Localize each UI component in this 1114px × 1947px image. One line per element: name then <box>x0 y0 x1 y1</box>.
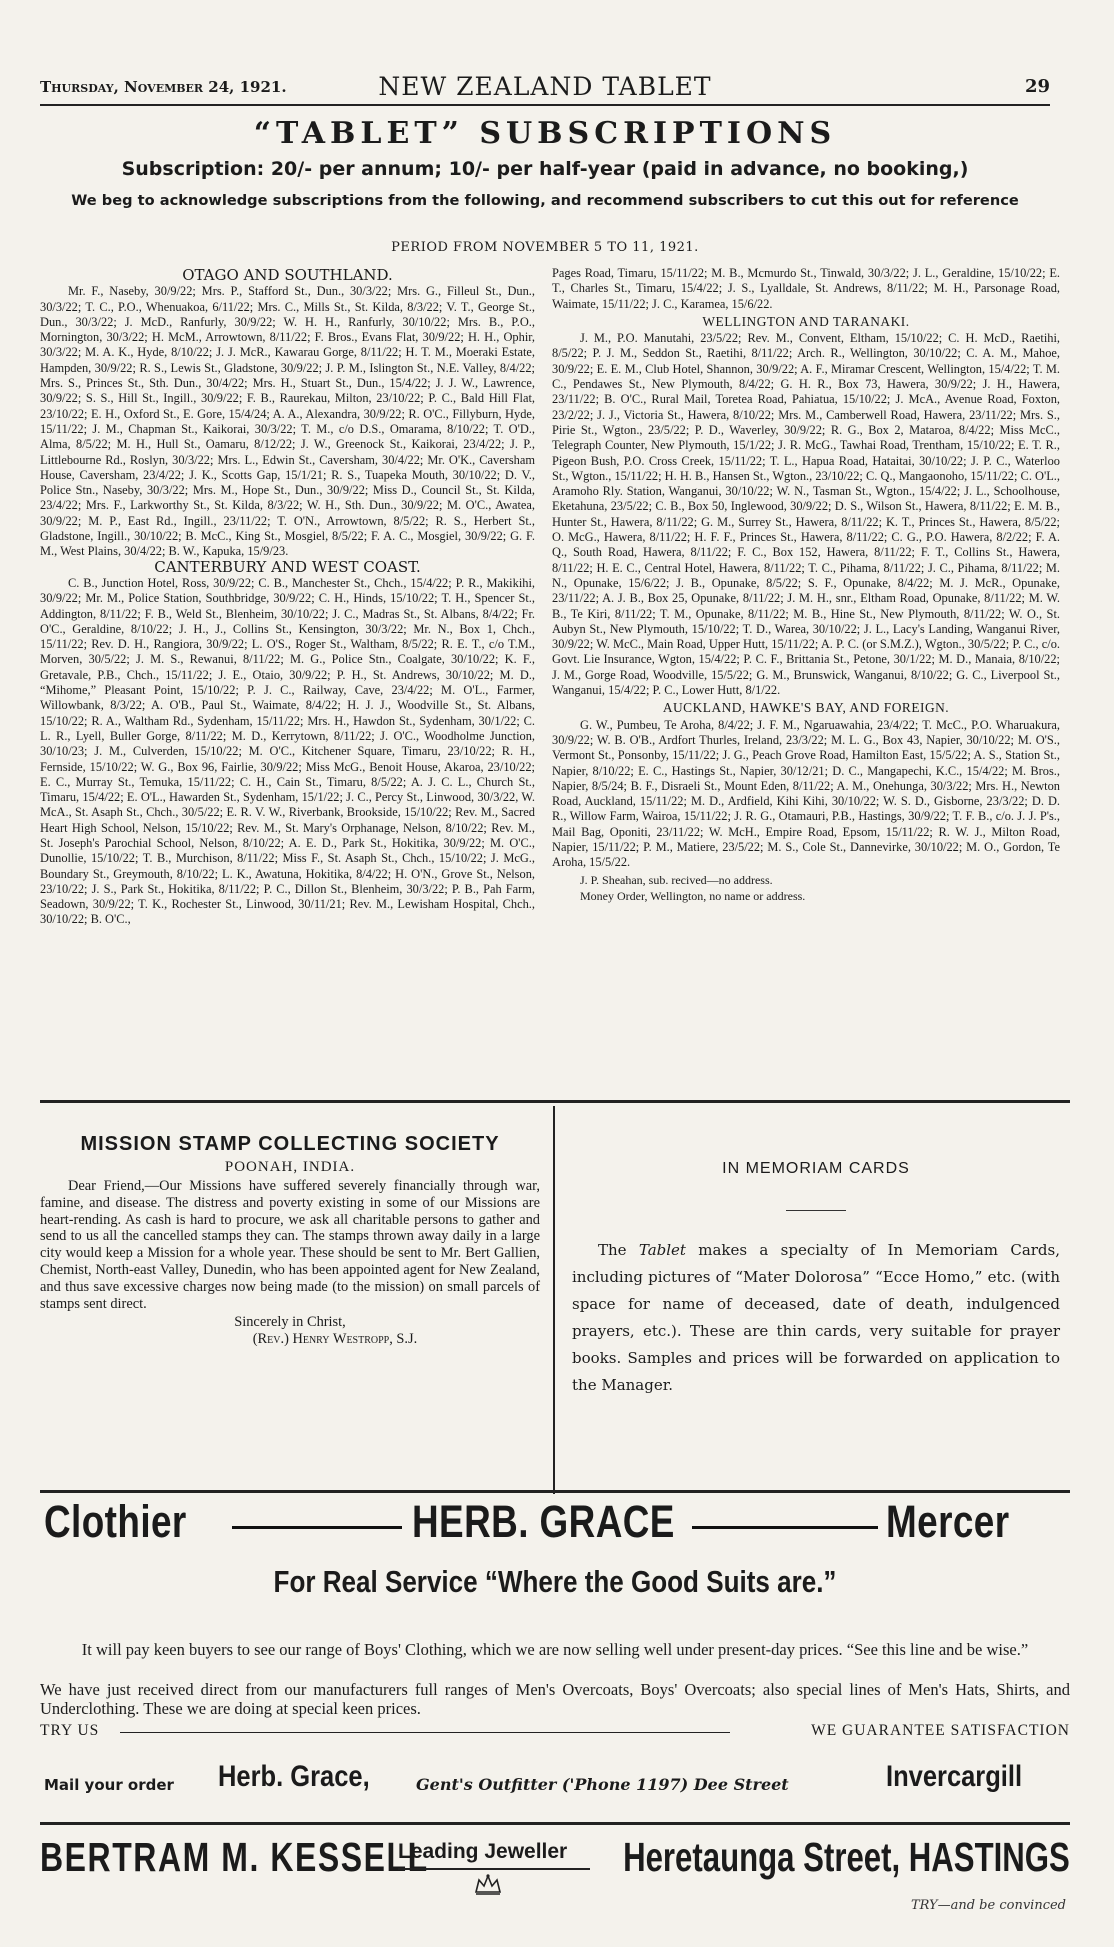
try-us-rule <box>120 1732 730 1733</box>
mail-order-line <box>40 1754 1070 1800</box>
period-line: PERIOD FROM NOVEMBER 5 TO 11, 1921. <box>391 240 699 255</box>
ad-divider-bottom <box>40 1822 1070 1825</box>
ad-paragraph-boys: It will pay keen buyers to see our range of Boys' Clothing, which we are now selling well under present-day prices. “See this line and be wise.” <box>81 1640 1029 1659</box>
publication-title: NEW ZEALAND TABLET <box>378 72 712 101</box>
auckland-list: G. W., Pumbeu, Te Aroha, 8/4/22; J. F. M., Ngaruawahia, 23/4/22; T. McC., P.O. Wharuakura, 30/9/22; W. B. O'B., Ardfort Thurles, Ireland, 23/3/22; M. L. G., Box 43, Napier, 30/10/22; M. O'S., Vermont St., Ponsonby, 15/11/22; J. G., Peach Grove Road, Hamilton East, 15/5/22; A. S., Station St., Napier, 8/10/22; E. C., Hastings St., Napier, 30/12/21; D. C., Mangapechi, K.C., 15/4/22; M. Bros., Napier, 8/5/24; B. F., Disraeli St., Mount Eden, 8/11/22; A. M., Onehunga, 30/3/22; Mrs. H., Newton Road, Auckland, 15/11/22; M. D., Ardfield, Kihi Kihi, 30/10/22; W. S. D., Gisborne, 23/3/22; D. D. R., Willow Farm, Wairoa, 15/11/22; J. R. G., Otamauri, P.B., Hastings, 30/9/22; T. F. B., c/o. J. J. P's., Mail Bag, Oponiti, 23/11/22; W. McH., Empire Road, Epsom, 15/11/22; R. W. J., Milton Road, Napier, 15/11/22; P. M., Matiere, 23/5/22; M. S., Cole St., Dannevirke, 30/10/22; M. O., Gordon, Te Aroha, 15/5/22. <box>552 717 1060 870</box>
jeweller-address: Heretaunga Street, HASTINGS <box>623 1834 1070 1880</box>
otago-list: Mr. F., Naseby, 30/9/22; Mrs. P., Stafford St., Dun., 30/3/22; Mrs. G., Filleul St., Dun., 30/3/22; T. C., P.O., Whenuakoa, 6/11/22; Mrs. C., Mills St., St. Kilda, 8/3/22; V. T., George St., Dun., 30/3/22; J. McD., Ranfurly, 30/9/22; W. H. H., Ranfurly, 30/10/22; Mrs. B., P.O., Mornington, 30/3/22; H. McM., Arrowtown, 8/11/22; F. Bros., Evans Flat, 30/9/22; H. H., Ophir, 30/3/22; M. A. K., Hyde, 8/10/22; J. J. McR., Kawarau Gorge, 8/11/22; H. T. M., Moeraki Estate, Hampden, 30/9/22; R. S., Lewis St., Gladstone, 30/9/22; J. P. M., Islington St., N.E. Valley, 8/4/22; Mrs. S., Princes St., Sth. Dun., 30/4/22; Mrs. H., Stuart St., Dun., 15/4/22; J. J. W., Lawrence, 30/9/22; S. S., Hill St., Ingill., 30/9/22; F. B., Raurekau, Milton, 23/10/22; P. C., Bald Hill Flat, 23/10/22; E. H., Oxford St., E. Gore, 15/4/24; A. A., Alexandra, 30/9/22; R. O'C., Fillyburn, Hyde, 15/11/22; J. M., Chapman St., Kaikorai, 30/3/22; T. M., c/o D.S., Omarama, 8/10/22; T. O'D., Alma, 8/5/22; M. H., Hull St., Oamaru, 8/12/22; J. W., Greenock St., Kaikorai, 23/4/22; J. P., Littlebourne Rd., Roslyn, 30/3/22; Mrs. L., Edwin St., Caversham, 30/4/22; Mr. O'K., Caversham House, Caversham, 23/4/22; J. K., Scotts Gap, 15/1/21; R. S., Tuapeka Mouth, 30/10/22; D. V., Police Stn., Naseby, 30/3/22; Mrs. M., Hope St., Dun., 30/9/22; Miss D., Council St., St. Kilda, 23/4/22; Mrs. F., Larkworthy St., St. Kilda, 8/3/22; W. H., Sth. Dun., 30/9/22; M. O'C., Awatea, 30/9/22; M. P., East Rd., Ingill., 23/11/22; T. O'N., Arrowtown, 8/5/22; R. S., Herbert St., Gladstone, Ingill., 30/10/22; B. McC., King St., Mosgiel, 8/5/22; F. A. C., Mosgiel, 30/9/22; G. F. M., West Plains, 30/4/22; B. W., Kapuka, 15/9/23. <box>40 284 535 559</box>
try-us-line <box>40 1722 1070 1744</box>
memoriam-title: IN MEMORIAM CARDS <box>722 1160 910 1177</box>
ad-paragraph-overcoats: We have just received direct from our manufacturers full ranges of Men's Overcoats, Boys' Overcoats; also special lines of Men's Hats, Shirts, and Underclothing. These we are doing at special keen prices. <box>40 1680 1070 1718</box>
page-number: 29 <box>1024 76 1050 97</box>
headline-dash-left <box>232 1526 402 1529</box>
headline-dash-right <box>692 1526 878 1529</box>
memoriam-body-lead: The <box>598 1241 639 1259</box>
canterbury-continued: Pages Road, Timaru, 15/11/22; M. B., Mcmurdo St., Tinwald, 30/3/22; J. L., Geraldine, 15/10/22; E. T., Charles St., Timaru, 15/4/22; J. S., Lyalldale, St. Andrews, 8/11/22; M. H., Parsonage Road, Waimate, 15/11/22; J. C., Karamea, 15/6/22. <box>552 266 1060 311</box>
canterbury-list: C. B., Junction Hotel, Ross, 30/9/22; C. B., Manchester St., Chch., 15/4/22; P. R., Makikihi, 30/9/22; Mr. M., Police Station, Southbridge, 30/9/22; C. H., Hinds, 15/10/22; T. H., Spencer St., Addington, 8/11/22; F. B., Weld St., Blenheim, 30/10/22; J. C., Madras St., St. Albans, 8/4/22; Fr. O'C., Geraldine, 8/10/22; J. H., J., Collins St., Kensington, 30/3/22; Mr. N., Box 1, Chch., 15/11/22; Rev. D. H., Rangiora, 30/9/22; L. O'S., Roger St., Waltham, 8/5/22; R. E. T., c/o T.M., Morven, 30/5/22; J. M. S., Rewanui, 8/11/22; M. G., Police Stn., Coalgate, 30/10/22; K. F., Gretavale, P.B., Chch., 15/11/22; J. E., Otaio, 30/9/22; P. H., St. Andrews, 30/10/22; M. D., “Mihome,” Pleasant Point, 15/10/22; P. J. C., Railway, Cave, 23/4/22; M. O'L., Farmer, Willowbank, 8/3/22; A. O'B., Paul St., Waimate, 8/4/22; H. J. J., Woodville St., St. Albans, 15/10/22; R. A., Waltham Rd., Sydenham, 15/11/22; Mrs. H., Hawdon St., Sydenham, 30/1/22; C. L. R., Lyell, Buller Gorge, 8/11/22; M. D., Kerrytown, 8/11/22; J. O'C., Woodholme Junction, 30/10/23; J. M., Culverden, 15/10/22; M. O'C., Kitchener Square, Timaru, 23/10/22; R. H., Fernside, 15/10/22; W. G., Box 96, Fairlie, 30/9/22; Miss McG., Benoit House, Akaroa, 23/10/22; E. C., Murray St., Temuka, 15/11/22; C. H., Cain St., Timaru, 8/5/22; A. J. C. L., Church St., Timaru, 15/4/22; E. O'L., Hawarden St., Sydenham, 15/1/22; J. C., Percy St., Linwood, 30/3/22, W. McA., St. Asaph St., Chch., 30/5/22; E. R. V. W., Riverbank, Brookside, 15/10/22; Rev. M., Sacred Heart High School, Nelson, 15/10/22; Rev. M., St. Mary's Orphanage, Nelson, 8/10/22; Rev. M., St. Joseph's Parochial School, Nelson, 8/10/22; A. E. D., Park St., Hokitika, 30/9/22; M. O'C., Dunollie, 15/10/22; T. B., Murchison, 8/11/22; Miss F., St. Asaph St., Chch., 15/10/22; J. McG., Boundary St., Greymouth, 8/10/22; L. K., Awatuna, Hokitika, 8/4/22; H. O'N., Grove St., Nelson, 23/10/22; J. S., Park St., Hokitika, 8/11/22; P. C., Dillon St., Blenheim, 30/3/22; P. B., Pah Farm, Seadown, 30/9/22; T. K., Rochester St., Linwood, 30/11/21; Rev. M., Lewisham Hospital, Chch., 30/10/22; B. O'C., <box>40 575 535 927</box>
ad-slogan: For Real Service “Where the Good Suits are.” <box>273 1564 837 1599</box>
subscriptions-right-column <box>552 266 1060 903</box>
subscription-rates: Subscription: 20/- per annum; 10/- per half-year (paid in advance, no booking,) <box>121 158 969 180</box>
herb-grace-name: HERB. GRACE <box>412 1496 675 1547</box>
memoriam-body-rest: makes a specialty of In Memoriam Cards, including pictures of “Mater Dolorosa” “Ecce Homo,” etc. (with space for name of deceased, date of death, indulgenced prayers, etc.). These are thin cards, very suitable for prayer books. Samples and prices will be forwarded on application to the Manager. <box>572 1241 1060 1394</box>
mission-location: POONAH, INDIA. <box>224 1159 356 1175</box>
mission-title: MISSION STAMP COLLECTING SOCIETY <box>80 1133 500 1155</box>
page-header <box>40 70 1050 106</box>
jeweller-footer: TRY—and be convinced <box>910 1898 1066 1913</box>
town-name: Invercargill <box>886 1760 1023 1793</box>
mission-signature: (Rev.) Henry Westropp, S.J. <box>252 1331 418 1348</box>
outfitter-details: Gent's Outfitter ('Phone 1197) Dee Street <box>416 1775 789 1794</box>
section-divider <box>40 1100 1070 1103</box>
subscription-note: We beg to acknowledge subscriptions from the following, and recommend subscribers to cut this out for reference <box>71 192 1019 209</box>
guarantee-label: WE GUARANTEE SATISFACTION <box>811 1722 1070 1739</box>
issue-date: Thursday, November 24, 1921. <box>40 78 287 96</box>
subscriptions-left-column <box>40 268 535 928</box>
mail-order-label: Mail your order <box>44 1776 174 1794</box>
note-money-order: Money Order, Wellington, no name or address. <box>580 888 806 903</box>
ad-headline <box>40 1496 1070 1552</box>
wellington-list: J. M., P.O. Manutahi, 23/5/22; Rev. M., Convent, Eltham, 15/10/22; C. H. McD., Raetihi, 8/5/22; P. J. M., Seddon St., Raetihi, 8/11/22; Arch. R., Wellington, 30/10/22; C. A. M., Mahoe, 30/9/22; E. E. M., Club Hotel, Shannon, 30/9/22; A. F., Miramar Crescent, Wellington, 15/4/22; T. M. C., Pendawes St., New Plymouth, 8/4/22; G. H. R., Box 73, Hawera, 30/9/22; J. H., Hawera, 23/11/22; B. O'C., Rural Mail, Toretea Road, Pahiatua, 15/10/22; J. McA., Avenue Road, Foxton, 23/2/22; J. J., Victoria St., Hawera, 8/10/22; Mrs. M., Camberwell Road, Hawera, 23/11/22; Mrs. S., Pirie St., Wgton., 23/5/22; P. D., Waverley, 30/9/22; R. G., Box 2, Mataroa, 8/4/22; Miss McC., Telegraph Counter, New Plymouth, 15/1/22; J. R. McG., Tawhai Road, Trentham, 15/10/22; E. T. R., Pigeon Bush, P.O. Cross Creek, 15/11/22; T. L., Hapua Road, Hataitai, 30/10/22; J. P. C., Waterloo St., Wgton., 15/11/22; H. H. B., Hansen St., Wgton., 23/10/22; C. Q., Mangaonoho, 15/11/22; C. O'L., Aramoho Rly. Station, Wanganui, 30/10/22; W. N., Tasman St., Wgton., 15/4/22; J. L., Schoolhouse, Eketahuna, 23/5/22; C. B., Box 50, Inglewood, 30/9/22; D. S., Wilson St., Hawera, 8/11/22; E. M. B., Hunter St., Hawera, 8/11/22; G. M., Surrey St., Hawera, 8/11/22; K. T., Princes St., Hawera, 8/5/22; O. McG., Hawera, 8/11/22; H. F. F., Princes St., Hawera, 8/11/22; C. G., P.O. Hawera, 8/2/22; F. A. Q., South Road, Hawera, 8/11/22; F. C., Box 152, Hawera, 8/11/22; F. T., Collins St., Hawera, 8/11/22; H. E. C., Central Hotel, Hawera, 8/11/22; T. C., Pihama, 8/11/22; J. C., Pihama, 8/11/22; M. N., Opunake, 15/6/22; J. B., Opunake, 8/5/22; S. F., Opunake, 8/4/22; M. J. McR., Opunake, 23/11/22; A. J. B., Box 25, Opunake, 8/11/22; J. M. H., snr., Eltham Road, Opunake, 8/11/22; M. W. B., Te Kiri, 8/11/22; T. M., Opunake, 8/11/22; M. B., Hine St., New Plymouth, 8/11/22; W. O., St. Aubyn St., New Plymouth, 15/10/22; T. D., Warea, 30/10/22; J. L., Lacy's Landing, Wanganui River, 30/9/22; W. McC., Main Road, Upper Hutt, 15/11/22; A. P. C. (or S.M.Z.), Wgton., 30/5/22; P. C., c/o. Govt. Lie Insurance, Wgton, 15/4/22; P. C. F., Brittania St., Petone, 30/1/22; M. D., Manaia, 8/10/22; J. M., Gorge Road, Woodville, 15/5/22; G. M., Brunswick, Wanganui, 8/10/22; G. C., Liverpool St., Wanganui, 15/4/22; P. C., Lower Hutt, 8/1/22. <box>552 331 1060 698</box>
herb-grace-signature: Herb. Grace, <box>218 1760 370 1793</box>
wellington-heading: WELLINGTON AND TARANAKI. <box>702 313 910 329</box>
clothier-word: Clothier <box>44 1496 187 1547</box>
canterbury-heading: CANTERBURY AND WEST COAST. <box>154 557 421 576</box>
memoriam-body <box>572 1237 1060 1399</box>
mission-body: Dear Friend,—Our Missions have suffered severely financially through war, famine, and disease. The distress and poverty existing in some of our Missions are heart-rending. As cash is hard to procure, we ask all charitable persons to gather and send to us all the cancelled stamps they can. The stamps thrown away daily in a large city would keep a Mission for a whole year. These should be sent to Mr. Bert Gallien, Chemist, North-east Valley, Dunedin, who has been appointed agent for New Zealand, and thus save excessive charges now being made (to the mission) on small parcels of stamps sent direct. <box>40 1178 540 1312</box>
jeweller-tagline: Leading Jeweller <box>398 1840 568 1863</box>
subscriptions-heading: “TABLET” SUBSCRIPTIONS <box>253 116 837 151</box>
otago-heading: OTAGO AND SOUTHLAND. <box>182 266 393 284</box>
try-us-label: TRY US <box>40 1722 100 1739</box>
column-divider <box>553 1106 555 1494</box>
memoriam-notice <box>572 1160 1060 1399</box>
memoriam-publication: Tablet <box>638 1241 686 1259</box>
mission-closing: Sincerely in Christ, <box>234 1314 346 1331</box>
kessell-advertisement <box>40 1834 1070 1926</box>
note-no-address: J. P. Sheahan, sub. recived—no address. <box>580 872 773 887</box>
auckland-heading: AUCKLAND, HAWKE'S BAY, AND FOREIGN. <box>662 700 950 716</box>
memoriam-divider <box>786 1210 846 1211</box>
tagline-underline <box>398 1868 590 1870</box>
jeweller-name: BERTRAM M. KESSELL <box>40 1834 429 1880</box>
herb-grace-advertisement <box>40 1492 1070 1814</box>
crown-emblem-icon <box>473 1872 503 1896</box>
mercer-word: Mercer <box>886 1496 1010 1547</box>
mission-notice <box>40 1133 540 1348</box>
